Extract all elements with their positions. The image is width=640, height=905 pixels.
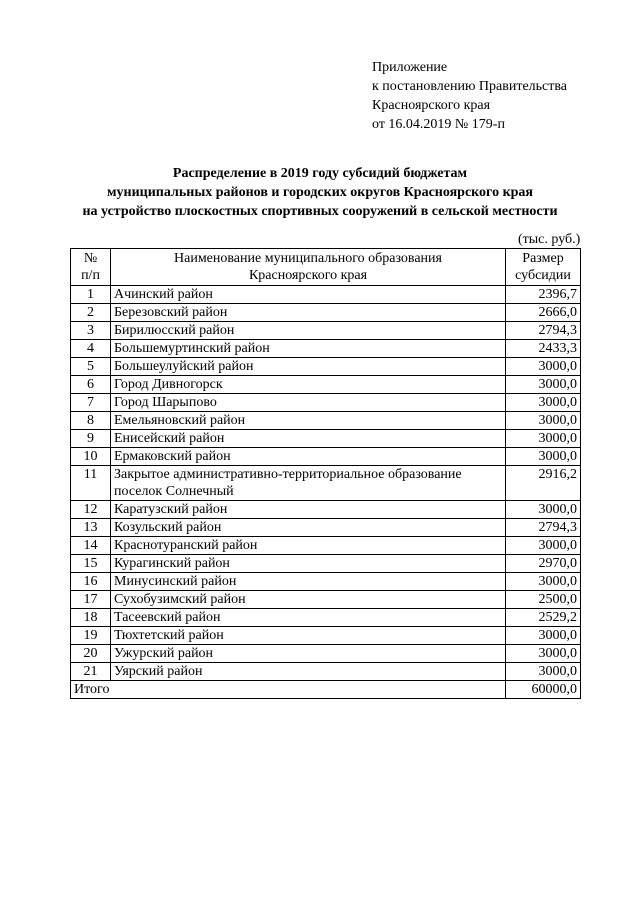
row-number: 3 xyxy=(71,322,111,340)
row-name: Ачинский район xyxy=(111,286,506,304)
row-number: 14 xyxy=(71,537,111,555)
table-row xyxy=(71,412,581,430)
row-number: 19 xyxy=(71,627,111,645)
row-name: Минусинский район xyxy=(111,573,506,591)
row-name: Уярский район xyxy=(111,663,506,681)
total-amount: 60000,0 xyxy=(506,681,581,699)
row-number: 16 xyxy=(71,573,111,591)
row-name: Каратузский район xyxy=(111,501,506,519)
row-number: 1 xyxy=(71,286,111,304)
row-amount: 3000,0 xyxy=(506,573,581,591)
table-row xyxy=(71,286,581,304)
row-name: Емельяновский район xyxy=(111,412,506,430)
row-amount: 3000,0 xyxy=(506,627,581,645)
row-name: Тюхтетский район xyxy=(111,627,506,645)
row-number: 12 xyxy=(71,501,111,519)
row-amount: 3000,0 xyxy=(506,394,581,412)
appendix-line: к постановлению Правительства xyxy=(372,79,568,94)
row-number: 4 xyxy=(71,340,111,358)
total-label: Итого xyxy=(71,681,506,699)
table-row xyxy=(71,322,581,340)
table-row xyxy=(71,394,581,412)
row-amount: 2916,2 xyxy=(506,466,581,501)
row-number: 13 xyxy=(71,519,111,537)
row-number: 2 xyxy=(71,304,111,322)
row-number: 21 xyxy=(71,663,111,681)
table-row xyxy=(71,573,581,591)
row-amount: 2500,0 xyxy=(506,591,581,609)
row-amount: 2794,3 xyxy=(506,322,581,340)
row-number: 6 xyxy=(71,376,111,394)
row-amount: 3000,0 xyxy=(506,358,581,376)
row-amount: 3000,0 xyxy=(506,645,581,663)
table-body xyxy=(71,286,581,699)
row-number: 8 xyxy=(71,412,111,430)
row-name: Ермаковский район xyxy=(111,448,506,466)
row-name: Бирилюсский район xyxy=(111,322,506,340)
row-name: Закрытое административно-территориальное образование поселок Солнечный xyxy=(111,466,506,501)
row-name: Город Дивногорск xyxy=(111,376,506,394)
table-row xyxy=(71,376,581,394)
row-number: 18 xyxy=(71,609,111,627)
table-row xyxy=(71,304,581,322)
title-line: муниципальных районов и городских округов Красноярского края xyxy=(107,185,533,200)
row-number: 5 xyxy=(71,358,111,376)
row-amount: 2433,3 xyxy=(506,340,581,358)
row-name: Тасеевский район xyxy=(111,609,506,627)
row-amount: 2666,0 xyxy=(506,304,581,322)
row-name: Краснотуранский район xyxy=(111,537,506,555)
table-total-row xyxy=(71,681,581,699)
row-number: 10 xyxy=(71,448,111,466)
title-line: на устройство плоскостных спортивных сооружений в сельской местности xyxy=(82,204,558,219)
row-name: Енисейский район xyxy=(111,430,506,448)
row-name: Сухобузимский район xyxy=(111,591,506,609)
row-amount: 2529,2 xyxy=(506,609,581,627)
table-row xyxy=(71,591,581,609)
row-amount: 2970,0 xyxy=(506,555,581,573)
table-row xyxy=(71,501,581,519)
row-name: Город Шарыпово xyxy=(111,394,506,412)
units-label: (тыс. руб.) xyxy=(518,232,581,247)
table-row xyxy=(71,537,581,555)
row-name: Ужурский район xyxy=(111,645,506,663)
row-number: 9 xyxy=(71,430,111,448)
row-amount: 3000,0 xyxy=(506,430,581,448)
row-name: Курагинский район xyxy=(111,555,506,573)
table-row xyxy=(71,609,581,627)
document-title xyxy=(0,164,640,221)
table-row xyxy=(71,340,581,358)
row-amount: 2794,3 xyxy=(506,519,581,537)
row-number: 15 xyxy=(71,555,111,573)
row-number: 7 xyxy=(71,394,111,412)
title-line: Распределение в 2019 году субсидий бюджетам xyxy=(172,166,468,181)
row-number: 20 xyxy=(71,645,111,663)
table-row xyxy=(71,645,581,663)
table-row xyxy=(71,430,581,448)
row-amount: 3000,0 xyxy=(506,537,581,555)
row-amount: 3000,0 xyxy=(506,663,581,681)
table-row xyxy=(71,466,581,501)
row-amount: 2396,7 xyxy=(506,286,581,304)
table-row xyxy=(71,663,581,681)
row-amount: 3000,0 xyxy=(506,501,581,519)
row-number: 11 xyxy=(71,466,111,501)
header-name: Наименование муниципального образования Красноярского края xyxy=(111,249,506,286)
appendix-block xyxy=(372,58,567,134)
table-row xyxy=(71,627,581,645)
row-name: Березовский район xyxy=(111,304,506,322)
row-amount: 3000,0 xyxy=(506,412,581,430)
row-amount: 3000,0 xyxy=(506,376,581,394)
row-name: Козульский район xyxy=(111,519,506,537)
appendix-line: Приложение xyxy=(372,60,448,75)
appendix-line: Красноярского края xyxy=(372,98,491,113)
row-number: 17 xyxy=(71,591,111,609)
table-row xyxy=(71,519,581,537)
row-name: Большеулуйский район xyxy=(111,358,506,376)
row-amount: 3000,0 xyxy=(506,448,581,466)
row-name: Большемуртинский район xyxy=(111,340,506,358)
appendix-line: от 16.04.2019 № 179-п xyxy=(372,117,505,132)
table-row xyxy=(71,358,581,376)
header-amount: Размер субсидии xyxy=(506,249,581,286)
table-row xyxy=(71,555,581,573)
table-header-row xyxy=(71,249,581,286)
header-num: № п/п xyxy=(71,249,111,286)
table-row xyxy=(71,448,581,466)
subsidy-table xyxy=(70,248,581,699)
